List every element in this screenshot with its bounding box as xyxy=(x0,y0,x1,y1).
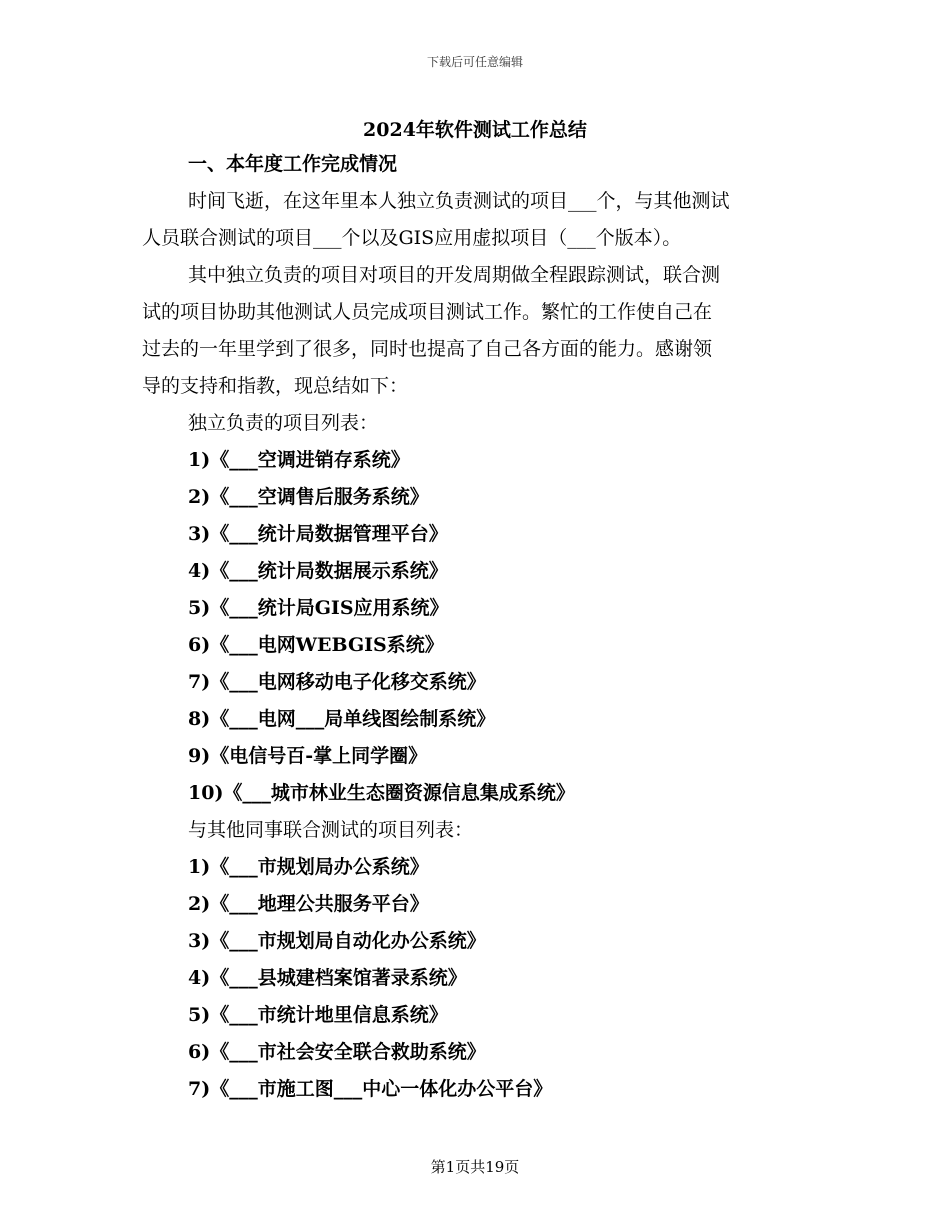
list-item: 3)《___统计局数据管理平台》 xyxy=(188,523,448,545)
paragraph-line: 人员联合测试的项目___个以及GIS应用虚拟项目（___个版本）。 xyxy=(142,227,682,249)
page-footer: 第1页共19页 xyxy=(430,1158,520,1176)
list-item: 4)《___统计局数据展示系统》 xyxy=(188,560,448,582)
paragraph-line: 导的支持和指教，现总结如下： xyxy=(142,375,409,397)
list-item: 2)《___地理公共服务平台》 xyxy=(188,893,429,915)
section-heading: 一、本年度工作完成情况 xyxy=(188,153,398,175)
list-item: 3)《___市规划局自动化办公系统》 xyxy=(188,930,486,952)
list-item: 7)《___市施工图___中心一体化办公平台》 xyxy=(188,1078,553,1100)
joint-list-heading: 与其他同事联合测试的项目列表： xyxy=(188,819,474,841)
list-item: 5)《___市统计地里信息系统》 xyxy=(188,1004,448,1026)
list-item: 7)《___电网移动电子化移交系统》 xyxy=(188,671,486,693)
document-title: 2024年软件测试工作总结 xyxy=(363,119,587,141)
paragraph-line: 试的项目协助其他测试人员完成项目测试工作。繁忙的工作使自己在 xyxy=(142,301,713,323)
list-item: 4)《___县城建档案馆著录系统》 xyxy=(188,967,467,989)
list-item: 6)《___市社会安全联合救助系统》 xyxy=(188,1041,486,1063)
list-item: 1)《___市规划局办公系统》 xyxy=(188,856,429,878)
paragraph-line: 时间飞逝，在这年里本人独立负责测试的项目___个，与其他测试 xyxy=(188,190,730,212)
list-item: 8)《___电网___局单线图绘制系统》 xyxy=(188,708,496,730)
list-item: 10)《___城市林业生态圈资源信息集成系统》 xyxy=(188,782,575,804)
paragraph-line: 其中独立负责的项目对项目的开发周期做全程跟踪测试，联合测 xyxy=(188,264,721,286)
independent-list-heading: 独立负责的项目列表： xyxy=(188,412,379,434)
header-note: 下载后可任意编辑 xyxy=(426,55,523,69)
list-item: 9)《电信号百-掌上同学圈》 xyxy=(188,745,428,767)
list-item: 1)《___空调进销存系统》 xyxy=(188,449,410,471)
list-item: 6)《___电网WEBGIS系统》 xyxy=(188,634,444,656)
paragraph-line: 过去的一年里学到了很多，同时也提高了自己各方面的能力。感谢领 xyxy=(142,338,713,360)
list-item: 2)《___空调售后服务系统》 xyxy=(188,486,429,508)
list-item: 5)《___统计局GIS应用系统》 xyxy=(188,597,449,619)
